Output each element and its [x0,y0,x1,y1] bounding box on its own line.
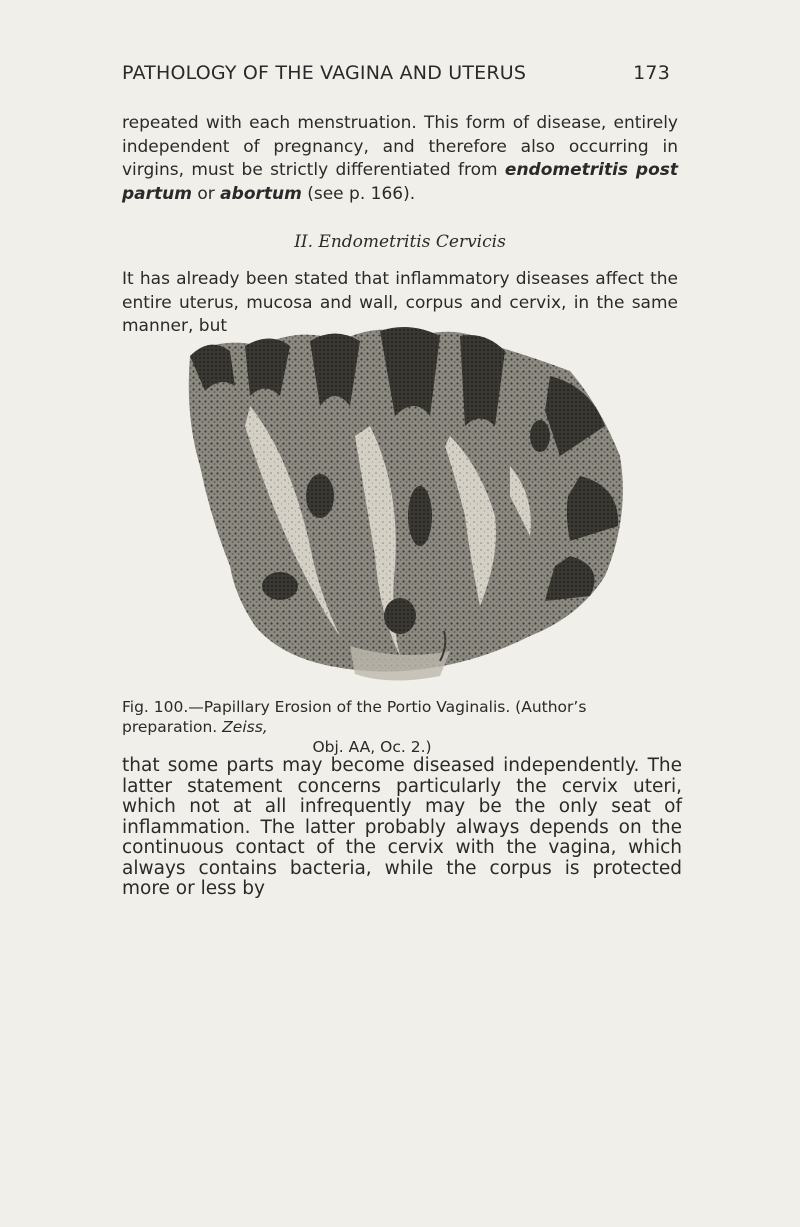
term-abortum: abortum [220,183,302,204]
running-title: PATHOLOGY OF THE VAGINA AND UTERUS [122,62,527,84]
paragraph-1-text-b: or [191,183,221,204]
page-number: 173 [633,62,670,84]
papillary-erosion-micrograph [150,316,650,694]
micrograph-figure [150,316,650,694]
paragraph-1-text-c: (see p. 166). [301,183,416,204]
figure-caption [122,697,682,757]
section-heading: II. Endometritis Cervicis [294,232,506,252]
running-header [122,62,670,88]
caption-italic: Zeiss, [222,718,268,736]
paragraph-3 [122,756,682,900]
paragraph-2-text: It has already been stated that inflammatory diseases affect the entire uterus, mucosa and wall, corpus and cervix, in the same manner, but [122,269,678,336]
paragraph-1-text-a: repeated with each menstruation. This form of disease, entirely independent of pregnancy, and therefore also occurring in virgins, must be strictly differentiated from [122,113,678,180]
caption-main: Fig. 100.—Papillary Erosion of the Portio Vaginalis. (Author’s preparation. [122,698,587,736]
paragraph-3-text: that some parts may become diseased independently. The latter statement concerns particularly the cervix uteri, which not at all infrequently may be the only seat of inflammation. The latter probably always depends on the continuous contact of the cervix with the vagina, which always contains bacteria, while the corpus is protected more or less by [122,755,682,899]
paragraph-1 [122,112,678,206]
caption-line-2: Obj. AA, Oc. 2.) [312,738,432,756]
term-endometritis-post-partum: endometritis post partum [122,160,678,204]
